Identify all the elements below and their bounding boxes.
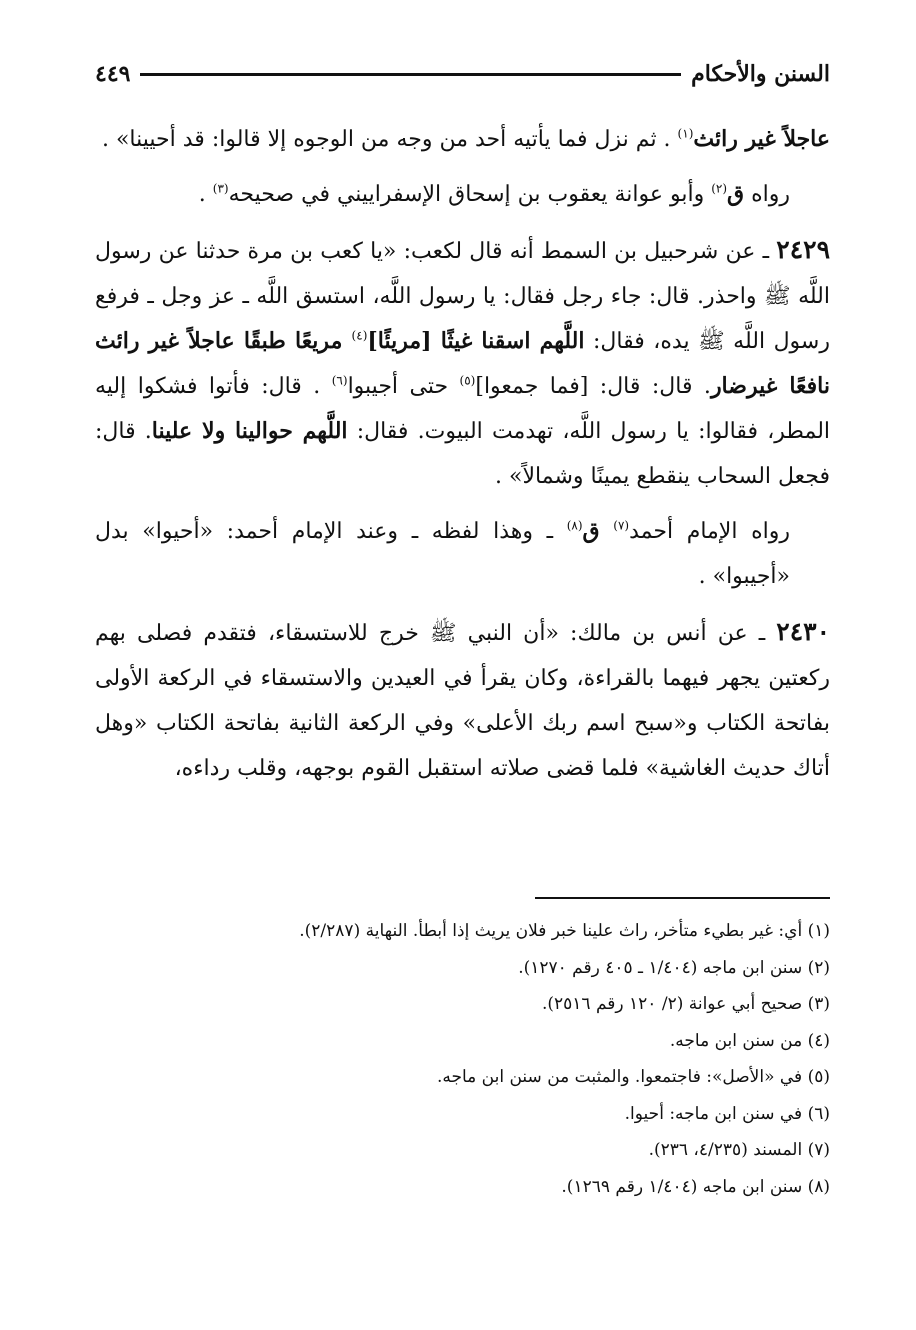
paragraph-text: . (198, 182, 213, 207)
running-header (95, 55, 830, 93)
footnote-ref: (٨) (566, 518, 583, 533)
footnote-separator (535, 897, 830, 899)
footnote: (٧) المسند (٤/٢٣٥، ٢٣٦). (648, 1140, 830, 1160)
footnote: (٦) في سنن ابن ماجه: أحيوا. (624, 1103, 830, 1124)
footnote-ref: (٧) (613, 518, 630, 533)
paragraph-text: . قال: فجعل السحاب ينقطع يمينًا وشمالاً» . (95, 419, 830, 489)
bold-phrase: اللَّهم حوالينا ولا علينا (151, 418, 348, 444)
footnote-ref: (٥) (459, 373, 476, 388)
paragraph-text: ـ عن أنس بن مالك: «أن النبي ﷺ خرج للاستسقاء، فتقدم فصلى بهم ركعتين يجهر فيهما بالقراءة، وكان يقرأ في العيدين والاستسقاء في الركعة الأولى بفاتحة الكتاب و«سبح اسم ربك الأعلى» وفي الركعة الثانية بفاتحة الكتاب «وهل أتاك حديث الغاشية» فلما قضى صلاته استقبل القوم بوجهه، وقلب رداءه، (95, 621, 830, 781)
paragraph-text: رواه (744, 182, 790, 207)
main-text (95, 117, 830, 791)
paragraph-text (600, 519, 614, 544)
footnote-ref: (٣) (212, 181, 229, 196)
paragraph-continuation (95, 117, 830, 162)
paragraph-text: رواه الإمام أحمد (629, 519, 790, 544)
bold-phrase: عاجلاً غير رائث (693, 126, 830, 152)
footnote: (٣) صحيح أبي عوانة (٢/ ١٢٠ رقم ٢٥١٦). (541, 994, 830, 1014)
header-rule (140, 73, 681, 76)
page-number: ٤٤٩ (95, 61, 131, 87)
paragraph-text: ـ عن شرحبيل بن السمط أنه قال لكعب: «يا كعب بن مرة حدثنا عن رسول اللَّه ﷺ واحذر. قال: جاء رجل فقال: يا رسول اللَّه، استسق اللَّه ـ عز وجل ـ فرفع رسول اللَّه ﷺ يده، فقال: (95, 239, 830, 354)
footnote-ref: (٤) (351, 328, 368, 343)
bold-phrase: مريعًا طبقًا عاجلاً غير رائث نافعًا غيرضار (95, 328, 831, 399)
footnotes (95, 913, 830, 1205)
footnote: (٥) في «الأصل»: فاجتمعوا. والمثبت من سنن ابن ماجه. (436, 1067, 830, 1087)
paragraph-text: وأبو عوانة يعقوب بن إسحاق الإسفراييني في صحيحه (228, 182, 712, 207)
paragraph-text: . ثم نزل فما يأتيه أحد من وجه من الوجوه إلا قالوا: قد أحيينا» . (101, 127, 678, 152)
footnote: (٢) سنن ابن ماجه (١/٤٠٤ ـ ٤٠٥ رقم ١٢٧٠). (518, 957, 830, 978)
footnote: (١) أي: غير بطيء متأخر، راث علينا خبر فلان يريث إذا أبطأ. النهاية (٢/٢٨٧). (299, 921, 830, 941)
paragraph-text: . قال: قال: [فما جمعوا] (475, 374, 711, 399)
footnote-ref: (٦) (331, 373, 348, 388)
hadith-number: ٢٤٢٩ (776, 235, 830, 264)
footnote: (٤) من سنن ابن ماجه. (669, 1030, 830, 1051)
paragraph-text: ـ وهذا لفظه ـ وعند الإمام أحمد: «أحيوا» بدل «أجيبوا» . (95, 519, 790, 589)
bold-phrase: ق (582, 518, 600, 544)
paragraph-attribution (95, 509, 830, 599)
paragraph-text: . قال: فأتوا فشكوا إليه المطر، فقالوا: يا رسول اللَّه، تهدمت البيوت. فقال: (95, 374, 831, 444)
paragraph-attribution (95, 172, 830, 217)
hadith-number: ٢٤٣٠ (776, 617, 830, 646)
hadith-2429 (95, 227, 830, 499)
footnote-ref: (١) (677, 126, 694, 141)
paragraph-text: حتى أجيبوا (347, 374, 460, 399)
hadith-2430 (95, 609, 830, 791)
footnote-ref: (٢) (711, 181, 728, 196)
footnote: (٨) سنن ابن ماجه (١/٤٠٤ رقم ١٢٦٩). (561, 1176, 830, 1197)
bold-phrase: اللَّهم اسقنا غيثًا [مريئًا] (367, 328, 585, 354)
bold-phrase: ق (727, 181, 745, 207)
book-page (95, 55, 830, 1295)
header-title: السنن والأحكام (691, 61, 830, 87)
